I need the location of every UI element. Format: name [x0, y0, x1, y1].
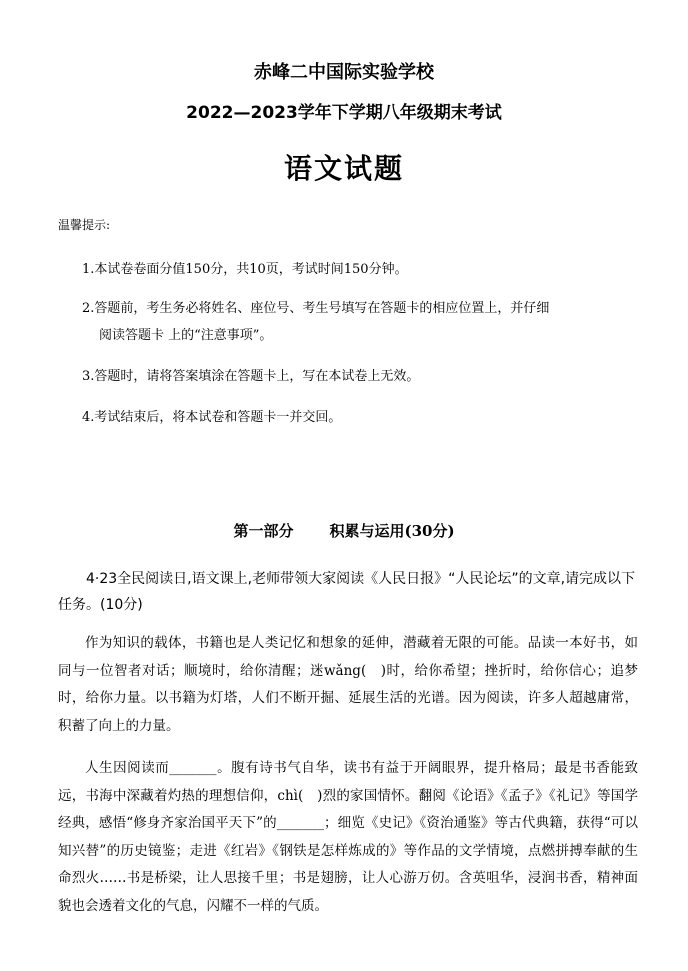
tip-item-2: 2.答题前，考生务必将姓名、座位号、考生号填写在答题卡的相应位置上，并仔细 [82, 301, 550, 316]
task-instruction: 4·23全民阅读日,语文课上,老师带领大家阅读《人民日报》“人民论坛”的文章,请完成以下任务。(10分) [58, 571, 636, 613]
section-part: 第一部分 [233, 522, 294, 540]
exam-title: 2022—2023学年下学期八年级期末考试 [186, 103, 502, 123]
tip-item-2-cont: 阅读答题卡 上的“注意事项”。 [99, 328, 273, 343]
passage-paragraph-2: 人生因阅读而_______。腹有诗书气自华，读书有益于开阔眼界，提升格局；最是书香能致远，书海中深藏着灼热的理想信仰，chì( )烈的家国情怀。翻阅《论语》《孟子》《礼记》等国学经典，感悟“修身齐家治国平天下”的_______；细览《史记》《资治通鉴》等古代典籍，获得“可以知兴替”的历史镜鉴；走进《红岩》《钢铁是怎样炼成的》等作品的文学情境，点燃拼搏奉献的生命烈火……书是桥梁，让人思接千里；书是翅膀，让人心游万仞。含英咀华，浸润书香，精神面貌也会透着文化的气息，闪耀不一样的气质。 [58, 760, 638, 914]
section-heading [0, 520, 688, 541]
section-name: 积累与运用(30分) [329, 522, 455, 540]
school-name: 赤峰二中国际实验学校 [254, 62, 434, 83]
passage-paragraph-1: 作为知识的载体，书籍也是人类记忆和想象的延伸，潜藏着无限的可能。品读一本好书，如同与一位智者对话；顺境时，给你清醒；迷wǎng( )时，给你希望；挫折时，给你信心；追梦时，给你力量。以书籍为灯塔，人们不断开掘、延展生活的光谱。因为阅读，许多人超越庸常，积蓄了向上的力量。 [58, 635, 638, 734]
tip-item-1: 1.本试卷卷面分值150分，共10页，考试时间150分钟。 [82, 262, 408, 277]
tips-label: 温馨提示: [58, 218, 111, 232]
tip-item-4: 4.考试结束后，将本试卷和答题卡一并交回。 [82, 410, 342, 425]
tip-item-3: 3.答题时，请将答案填涂在答题卡上，写在本试卷上无效。 [82, 369, 420, 384]
subject-title: 语文试题 [283, 152, 404, 185]
